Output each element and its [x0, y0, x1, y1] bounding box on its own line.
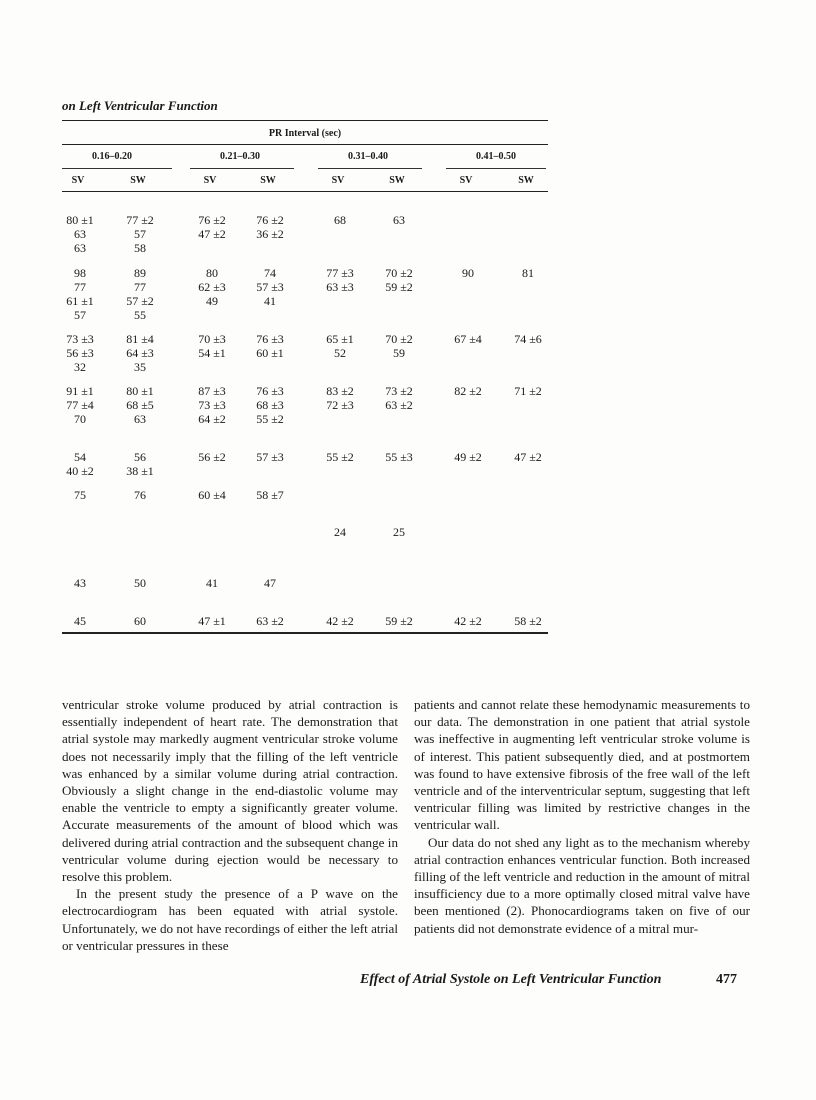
- table-cell: 56 ±3: [66, 346, 94, 360]
- col-header-sw: SW: [389, 175, 405, 186]
- table-cell: 70: [74, 412, 86, 426]
- table-cell: 72 ±3: [326, 398, 354, 412]
- header-bottom-rule: [62, 191, 548, 192]
- table-cell: 55 ±3: [385, 450, 413, 464]
- table-cell: 52: [334, 346, 346, 360]
- table-cell: 55: [134, 308, 146, 322]
- paragraph: Our data do not shed any light as to the mechanism whereby atrial contraction enhances ventricular function. Both increased filling of the left ventricle and reduction in the amount of mitral insufficiency due to a more optimally closed mitral valve have been mentioned (2). Phonocardiograms taken on five of our patients did not demonstrate evidence of a mitral mur-: [414, 834, 750, 936]
- table-cell: 47 ±1: [198, 614, 226, 628]
- table-cell: 76 ±3: [256, 384, 284, 398]
- table-cell: 63: [393, 213, 405, 227]
- table-cell: 47 ±2: [514, 450, 542, 464]
- table-cell: 55 ±2: [326, 450, 354, 464]
- table-bottom-rule: [62, 632, 548, 634]
- table-cell: 63: [74, 227, 86, 241]
- table-cell: 76 ±3: [256, 332, 284, 346]
- table-cell: 59: [393, 346, 405, 360]
- table-cell: 76 ±2: [256, 213, 284, 227]
- paragraph: In the present study the presence of a P wave on the electrocardiogram has been equated with atrial systole. Unfortunately, we do not have recordings of either the left atrial or ventricular pressures in these: [62, 886, 398, 953]
- left-text-column: [62, 696, 398, 954]
- table-cell: 80 ±1: [126, 384, 154, 398]
- table-cell: 63: [134, 412, 146, 426]
- table-cell: 47: [264, 576, 276, 590]
- table-cell: 83 ±2: [326, 384, 354, 398]
- table-cell: 68 ±3: [256, 398, 284, 412]
- table-top-rule: [62, 120, 548, 121]
- col-header-sv: SV: [331, 175, 345, 186]
- table-cell: 80 ±1: [66, 213, 94, 227]
- group-rule-4: [446, 168, 546, 169]
- running-header: on Left Ventricular Function: [62, 98, 218, 113]
- table-cell: 82 ±2: [454, 384, 482, 398]
- table-cell: 63 ±3: [326, 280, 354, 294]
- table-cell: 58 ±7: [256, 488, 284, 502]
- page-number: 477: [716, 972, 737, 987]
- table-cell: 54: [74, 450, 86, 464]
- table-cell: 63: [74, 241, 86, 255]
- table-cell: 61 ±1: [66, 294, 94, 308]
- table-cell: 71 ±2: [514, 384, 542, 398]
- table-cell: 87 ±3: [198, 384, 226, 398]
- col-header-sv: SV: [71, 175, 85, 186]
- table-cell: 64 ±2: [198, 412, 226, 426]
- table-cell: 57 ±3: [256, 280, 284, 294]
- table-cell: 41: [206, 576, 218, 590]
- table-cell: 35: [134, 360, 146, 374]
- table-cell: 60 ±4: [198, 488, 226, 502]
- footer-title: Effect of Atrial Systole on Left Ventricular Function: [360, 972, 662, 987]
- table-cell: 90: [462, 266, 474, 280]
- table-cell: 43: [74, 576, 86, 590]
- table-cell: 76 ±2: [198, 213, 226, 227]
- table-cell: 73 ±3: [198, 398, 226, 412]
- table-cell: 63 ±2: [385, 398, 413, 412]
- group-header-3: 0.31–0.40: [348, 151, 388, 162]
- table-cell: 58 ±2: [514, 614, 542, 628]
- table-cell: 62 ±3: [198, 280, 226, 294]
- table-cell: 98: [74, 266, 86, 280]
- table-cell: 73 ±3: [66, 332, 94, 346]
- col-header-sw: SW: [518, 175, 534, 186]
- table-cell: 59 ±2: [385, 614, 413, 628]
- table-cell: 77: [74, 280, 86, 294]
- group-rule-1: [62, 168, 172, 169]
- col-header-sw: SW: [130, 175, 146, 186]
- table-cell: 55 ±2: [256, 412, 284, 426]
- table-cell: 58: [134, 241, 146, 255]
- col-header-sv: SV: [203, 175, 217, 186]
- table-cell: 50: [134, 576, 146, 590]
- table-cell: 42 ±2: [454, 614, 482, 628]
- table-cell: 77 ±4: [66, 398, 94, 412]
- table-cell: 68: [334, 213, 346, 227]
- table-cell: 89: [134, 266, 146, 280]
- table-cell: 36 ±2: [256, 227, 284, 241]
- table-cell: 68 ±5: [126, 398, 154, 412]
- table-cell: 70 ±2: [385, 332, 413, 346]
- table-cell: 49: [206, 294, 218, 308]
- table-cell: 42 ±2: [326, 614, 354, 628]
- table-cell: 64 ±3: [126, 346, 154, 360]
- table-cell: 67 ±4: [454, 332, 482, 346]
- table-cell: 76: [134, 488, 146, 502]
- right-text-column: [414, 696, 750, 937]
- group-rule-3: [318, 168, 422, 169]
- table-cell: 70 ±3: [198, 332, 226, 346]
- table-cell: 57: [134, 227, 146, 241]
- group-header-4: 0.41–0.50: [476, 151, 516, 162]
- table-cell: 74: [264, 266, 276, 280]
- table-cell: 73 ±2: [385, 384, 413, 398]
- table-cell: 77 ±2: [126, 213, 154, 227]
- table-cell: 38 ±1: [126, 464, 154, 478]
- table-cell: 65 ±1: [326, 332, 354, 346]
- table-cell: 24: [334, 525, 346, 539]
- table-cell: 81 ±4: [126, 332, 154, 346]
- table-cell: 60: [134, 614, 146, 628]
- table-cell: 91 ±1: [66, 384, 94, 398]
- table-cell: 25: [393, 525, 405, 539]
- table-cell: 45: [74, 614, 86, 628]
- table-cell: 56: [134, 450, 146, 464]
- group-rule-2: [190, 168, 294, 169]
- table-cell: 77 ±3: [326, 266, 354, 280]
- paragraph: ventricular stroke volume produced by atrial contraction is essentially independent of heart rate. The demonstration that atrial systole may markedly augment ventricular stroke volume does not necessarily imply that the filling of the left ventricle was enhanced by a similar volume during atrial contraction. Obviously a slight change in the end-diastolic volume may enable the ventricle to empty a significantly greater volume. Accurate measurements of the amount of blood which was delivered during atrial contraction and the subsequent change in ventricular volume during ejection would be necessary to resolve this problem.: [62, 697, 398, 885]
- table-cell: 40 ±2: [66, 464, 94, 478]
- table-cell: 54 ±1: [198, 346, 226, 360]
- table-cell: 60 ±1: [256, 346, 284, 360]
- table-cell: 63 ±2: [256, 614, 284, 628]
- table-cell: 57 ±2: [126, 294, 154, 308]
- table-cell: 81: [522, 266, 534, 280]
- col-header-sv: SV: [459, 175, 473, 186]
- paragraph: patients and cannot relate these hemodynamic measurements to our data. The demonstration in one patient that atrial systole was ineffective in augmenting left ventricular stroke volume is of interest. This patient subsequently died, and at postmortem was found to have extensive fibrosis of the free wall of the left ventricle and of the interventricular septum, suggesting that left ventricular filling was limited by restrictive changes in the ventricular wall.: [414, 697, 750, 833]
- table-title-rule: [62, 144, 548, 145]
- table-cell: 59 ±2: [385, 280, 413, 294]
- table-cell: 47 ±2: [198, 227, 226, 241]
- table-cell: 77: [134, 280, 146, 294]
- table-title: PR Interval (sec): [268, 128, 342, 139]
- group-header-2: 0.21–0.30: [220, 151, 260, 162]
- group-header-1: 0.16–0.20: [92, 151, 132, 162]
- table-cell: 32: [74, 360, 86, 374]
- table-cell: 74 ±6: [514, 332, 542, 346]
- col-header-sw: SW: [260, 175, 276, 186]
- table-cell: 70 ±2: [385, 266, 413, 280]
- table-cell: 41: [264, 294, 276, 308]
- table-cell: 57 ±3: [256, 450, 284, 464]
- table-cell: 57: [74, 308, 86, 322]
- table-cell: 75: [74, 488, 86, 502]
- table-cell: 49 ±2: [454, 450, 482, 464]
- table-cell: 80: [206, 266, 218, 280]
- table-cell: 56 ±2: [198, 450, 226, 464]
